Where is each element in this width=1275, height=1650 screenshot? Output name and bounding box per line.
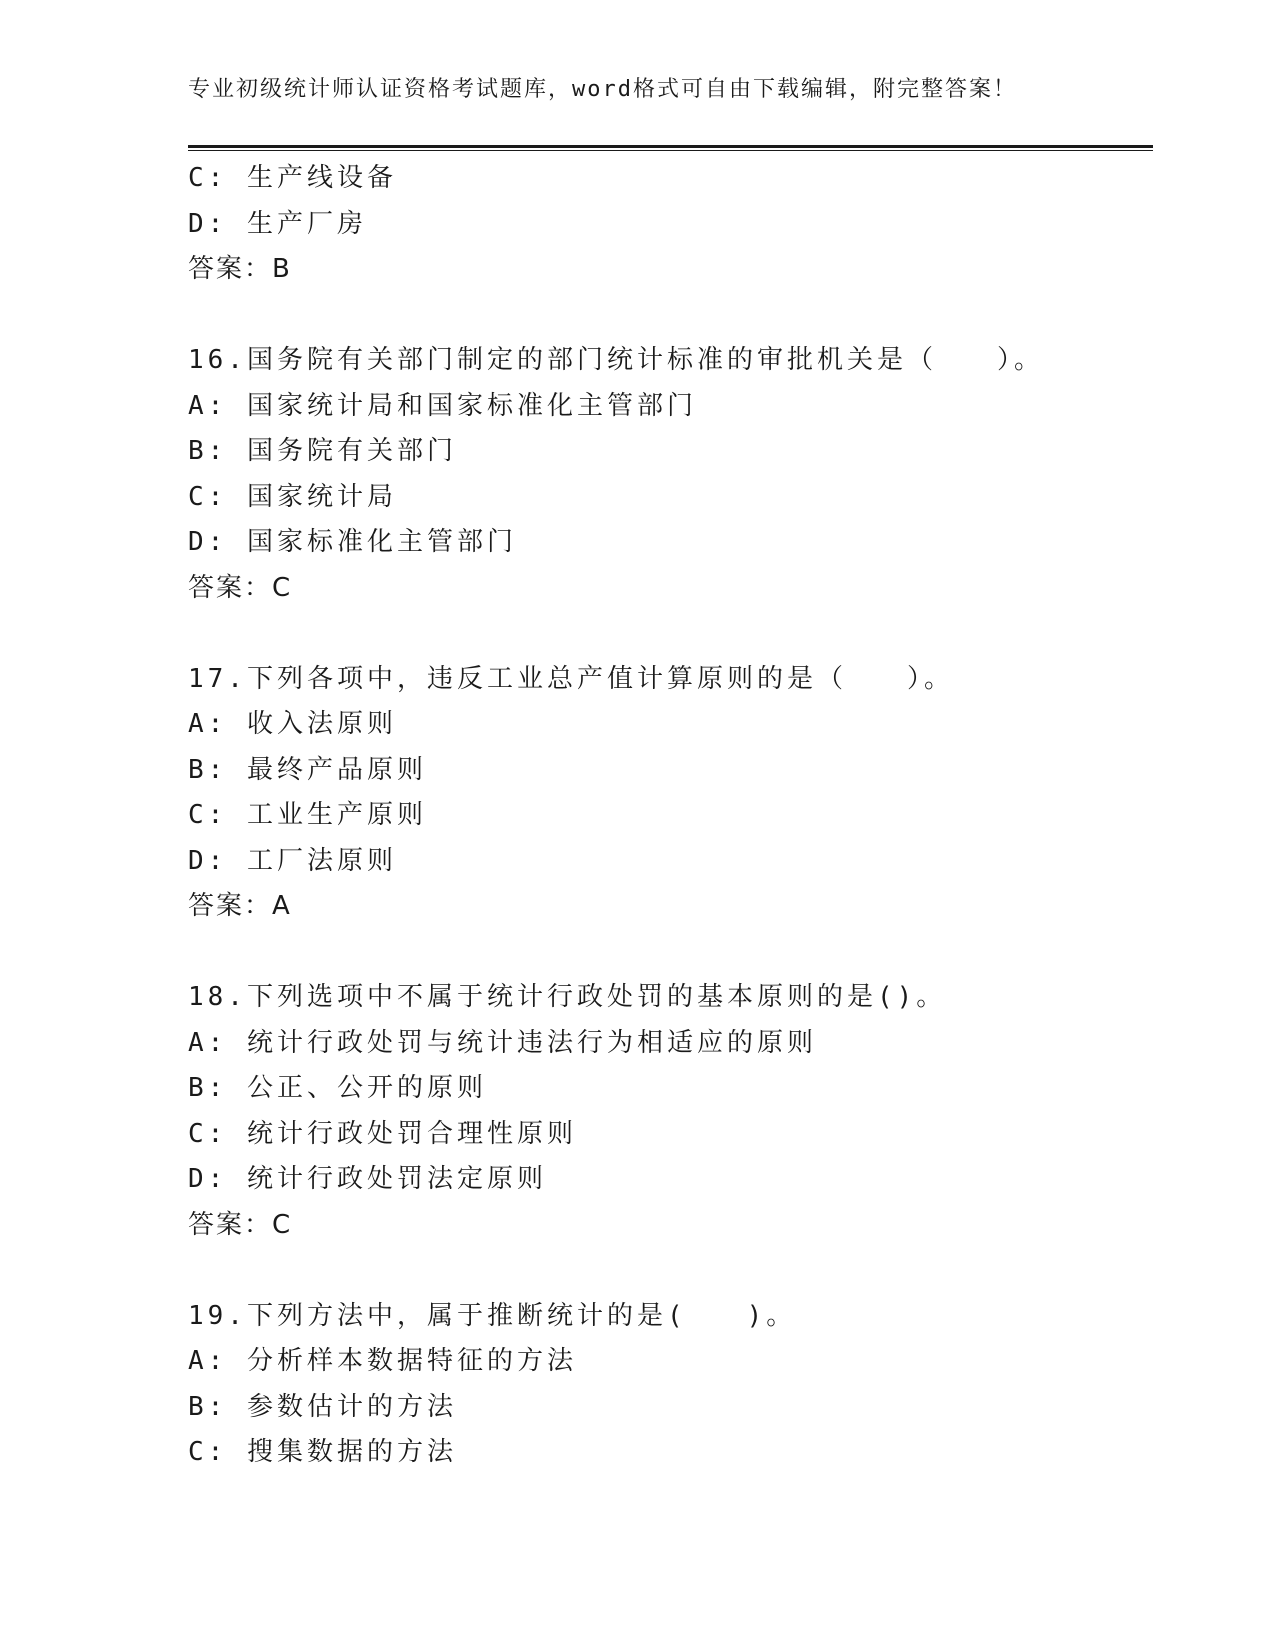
spacer: [188, 1248, 1153, 1294]
answer-line: 答案：A: [188, 891, 292, 921]
option-d: D: 统计行政处罚法定原则: [188, 1164, 547, 1194]
option-b: B: 公正、公开的原则: [188, 1073, 487, 1103]
question-stem: 19.下列方法中，属于推断统计的是( )。: [188, 1300, 797, 1331]
option-c: C: 国家统计局: [188, 481, 397, 512]
question-list: [188, 156, 1153, 1476]
page-header: 专业初级统计师认证资格考试题库，word格式可自由下载编辑，附完整答案！: [188, 77, 1017, 102]
spacer: [188, 293, 1153, 339]
option-b: B: 最终产品原则: [188, 754, 427, 785]
question-stem: 18.下列选项中不属于统计行政处罚的基本原则的是()。: [188, 982, 947, 1012]
answer-line: 答案：B: [188, 254, 292, 284]
option-a: A: 国家统计局和国家标准化主管部门: [188, 390, 697, 421]
header-rule-thick: [188, 145, 1153, 148]
answer-line: 答案：C: [188, 1209, 293, 1240]
option-b: B: 参数估计的方法: [188, 1391, 457, 1422]
option-d: D: 生产厂房: [188, 208, 367, 239]
option-a: A: 收入法原则: [188, 709, 397, 739]
option-a: A: 统计行政处罚与统计违法行为相适应的原则: [188, 1027, 817, 1058]
question-stem: 17.下列各项中，违反工业总产值计算原则的是（ ）。: [188, 663, 954, 694]
option-d: D: 工厂法原则: [188, 845, 397, 876]
header-rule-thin: [188, 150, 1153, 151]
option-c: C: 统计行政处罚合理性原则: [188, 1118, 577, 1149]
option-c: C: 生产线设备: [188, 163, 397, 193]
spacer: [188, 611, 1153, 657]
option-a: A: 分析样本数据特征的方法: [188, 1346, 577, 1376]
option-b: B: 国务院有关部门: [188, 436, 457, 466]
option-c: C: 搜集数据的方法: [188, 1437, 457, 1467]
answer-line: 答案：C: [188, 572, 293, 603]
spacer: [188, 930, 1153, 976]
option-d: D: 国家标准化主管部门: [188, 527, 517, 557]
option-c: C: 工业生产原则: [188, 800, 427, 830]
question-stem: 16.国务院有关部门制定的部门统计标准的审批机关是（ ）。: [188, 345, 1044, 375]
